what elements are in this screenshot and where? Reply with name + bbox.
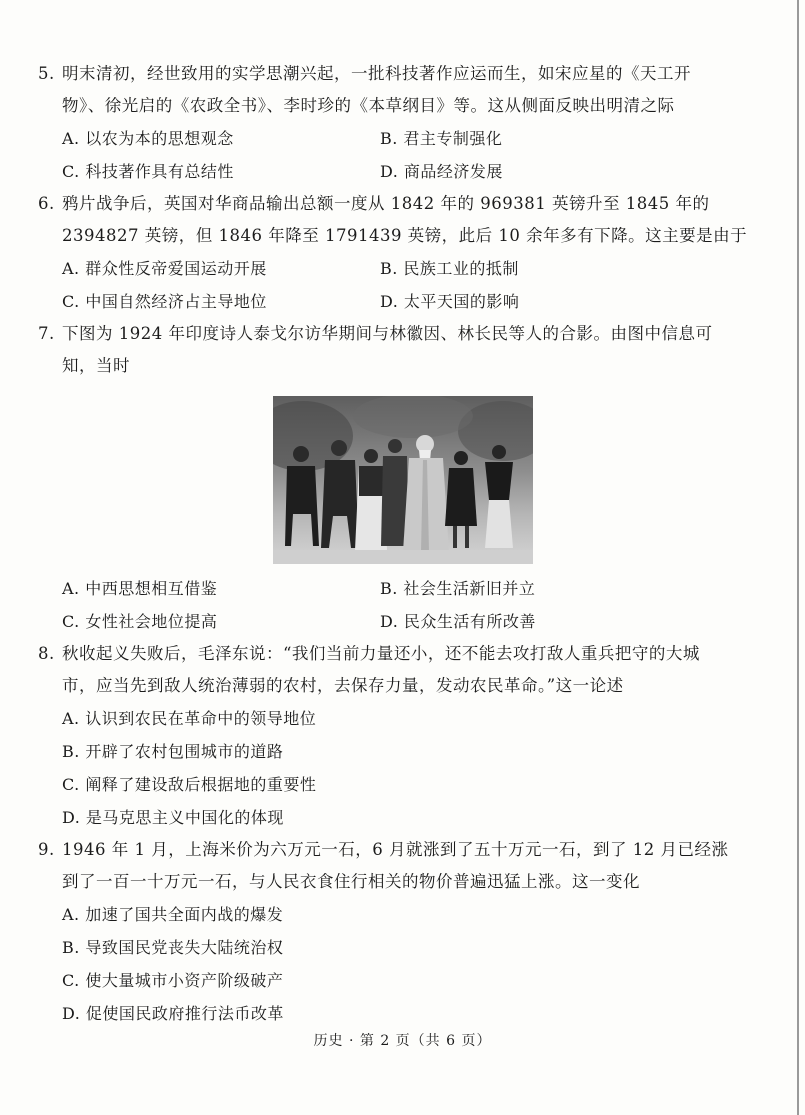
question-stem <box>38 834 768 898</box>
option-a: A. 认识到农民在革命中的领导地位 <box>62 709 317 728</box>
stem-line: 到了一百一十万元一石，与人民衣食住行相关的物价普遍迅猛上涨。这一变化 <box>62 872 640 891</box>
option-d: D. 民众生活有所改善 <box>380 612 536 631</box>
photo-container <box>38 396 768 564</box>
question-6 <box>38 188 768 318</box>
option-d: D. 商品经济发展 <box>380 162 503 181</box>
question-number: 5. <box>38 64 55 83</box>
stem-line: 2394827 英镑，但 1846 年降至 1791439 英镑，此后 10 余年多有下降。这主要是由于 <box>62 226 748 245</box>
option-a: A. 以农为本的思想观念 <box>62 129 234 148</box>
option-b: B. 社会生活新旧并立 <box>380 579 536 598</box>
option-d: D. 是马克思主义中国化的体现 <box>62 808 284 827</box>
options <box>62 122 768 188</box>
question-stem <box>38 318 768 382</box>
option-a: A. 群众性反帝爱国运动开展 <box>62 259 267 278</box>
option-b: B. 君主专制强化 <box>380 129 503 148</box>
question-number: 8. <box>38 644 55 663</box>
group-photo <box>273 396 533 564</box>
question-7 <box>38 318 768 638</box>
option-b: B. 民族工业的抵制 <box>380 259 519 278</box>
question-8 <box>38 638 768 834</box>
options <box>62 572 768 638</box>
stem-line: 市，应当先到敌人统治薄弱的农村，去保存力量，发动农民革命。”这一论述 <box>62 676 624 695</box>
stem-line: 1946 年 1 月，上海米价为六万元一石，6 月就涨到了五十万元一石，到了 12 月已经涨 <box>62 840 729 859</box>
option-b: B. 开辟了农村包围城市的道路 <box>62 742 284 761</box>
stem-line: 鸦片战争后，英国对华商品输出总额一度从 1842 年的 969381 英镑升至 1845 年的 <box>62 194 710 213</box>
page-footer: 历史 · 第 2 页（共 6 页） <box>313 1033 492 1049</box>
question-5 <box>38 58 768 188</box>
options <box>62 898 768 1030</box>
stem-line: 秋收起义失败后，毛泽东说：“我们当前力量还小，还不能去攻打敌人重兵把守的大城 <box>62 644 700 663</box>
stem-line: 下图为 1924 年印度诗人泰戈尔访华期间与林徽因、林长民等人的合影。由图中信息可 <box>62 324 713 343</box>
option-d: D. 促使国民政府推行法币改革 <box>62 1004 284 1023</box>
stem-line: 知，当时 <box>62 356 130 375</box>
options <box>62 252 768 318</box>
stem-line: 物》、徐光启的《农政全书》、李时珍的《本草纲目》等。这从侧面反映出明清之际 <box>62 96 675 115</box>
option-a: A. 中西思想相互借鉴 <box>62 579 218 598</box>
question-stem <box>38 58 768 122</box>
option-c: C. 女性社会地位提高 <box>62 612 218 631</box>
question-number: 9. <box>38 840 55 859</box>
question-9 <box>38 834 768 1030</box>
options <box>62 702 768 834</box>
question-number: 6. <box>38 194 55 213</box>
page-edge-line <box>797 0 799 1115</box>
option-c: C. 使大量城市小资产阶级破产 <box>62 971 284 990</box>
option-c: C. 中国自然经济占主导地位 <box>62 292 267 311</box>
group-photo-illustration <box>273 396 533 564</box>
option-c: C. 科技著作具有总结性 <box>62 162 234 181</box>
option-c: C. 阐释了建设敌后根据地的重要性 <box>62 775 317 794</box>
option-d: D. 太平天国的影响 <box>380 292 520 311</box>
exam-page <box>38 58 768 1030</box>
question-number: 7. <box>38 324 55 343</box>
question-stem <box>38 188 768 252</box>
question-stem <box>38 638 768 702</box>
option-b: B. 导致国民党丧失大陆统治权 <box>62 938 284 957</box>
stem-line: 明末清初，经世致用的实学思潮兴起，一批科技著作应运而生，如宋应星的《天工开 <box>62 64 691 83</box>
option-a: A. 加速了国共全面内战的爆发 <box>62 905 284 924</box>
